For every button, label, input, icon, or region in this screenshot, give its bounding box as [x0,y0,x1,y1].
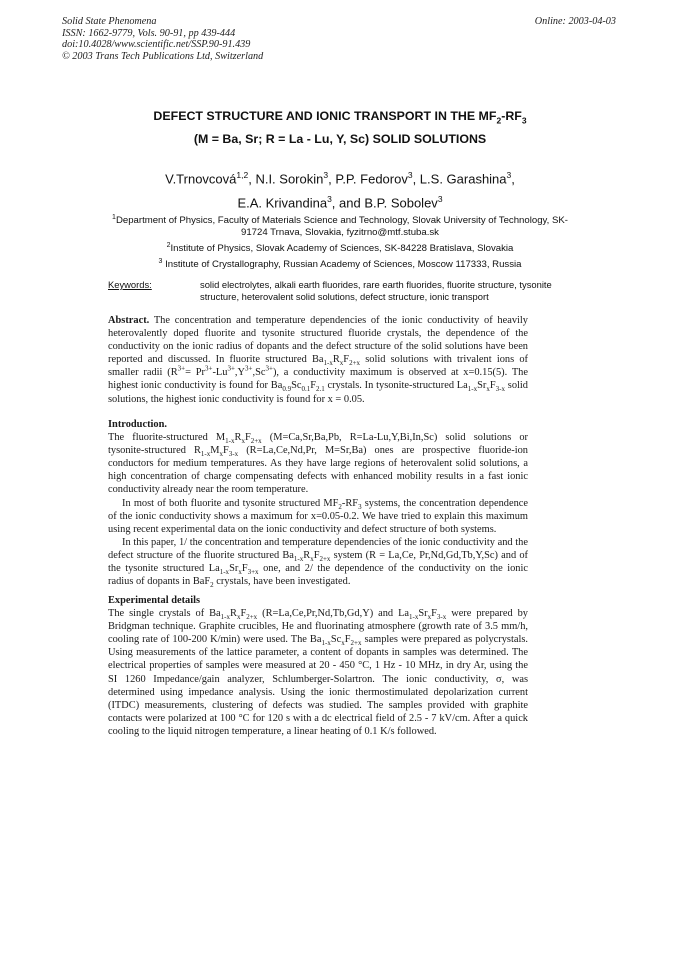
affiliation-2: $^2$Institute of Physics, Slovak Academy of Sciences, SK-84228 Bratislava, Slovakia [166,242,514,255]
title-line-2: (M = Ba, Sr; R = La - Lu, Y, Sc) SOLID SOLUTIONS [193,132,487,147]
issn-line: ISSN: 1662-9779, Vols. 90-91, pp 439-444 [62,27,236,39]
experimental-section [108,594,528,738]
online-date: Online: 2003-04-03 [534,16,616,27]
keywords-text: solid electrolytes, alkali earth fluorides, rare earth fluorides, fluorite structure, tysonite structure, heterovalent solid solutions, defect structure, ionic transport [200,279,552,302]
author-list [120,165,560,214]
introduction-section [108,418,528,588]
experimental-heading: Experimental details [108,595,201,606]
introduction-heading: Introduction. [108,419,167,430]
title-line-1: DEFECT STRUCTURE AND IONIC TRANSPORT IN THE $MF_2-RF_3$ [153,109,527,126]
copyright-line: © 2003 Trans Tech Publications Ltd, Switzerland [62,50,264,62]
authors-line-2: E.A. Krivandina$^3$, and B.P. Sobolev$^3$ [237,194,443,211]
keywords-label: Keywords: [108,279,152,290]
paper-title [90,107,590,149]
doi-line[interactable]: doi:10.4028/www.scientific.net/SSP.90-91.439 [62,39,251,50]
authors-line-1: V.Trnovcová$^{1,2}$, N.I. Sorokin$^3$, P.P. Fedorov$^3$, L.S. Garashina$^3$, [165,170,515,187]
intro-paragraph-2: In most of both fluorite and tysonite structured $MF_2-RF_3$ systems, the concentration dependence of the ionic conductivity shows a maximum for x=0.05-0.2. We have tried to explain this maximum using recent experimental data on the ionic conductivity and defect structure of both systems. [108,497,529,535]
journal-name: Solid State Phenomena [62,16,157,27]
abstract: Abstract. The concentration and temperature dependencies of the ionic conductivity of heavily heterovalently doped fluorite and tysonite structured fluoride crystals, the dependence of the conductivity on the ionic radius of dopants and the defect structure of the solid solutions have been reported and discussed. In fluorite structured $Ba_{1-x}R_xF_{2+x}$ solid solutions with trivalent ions of smaller radii $(R^{3+}= Pr^{3+}-Lu^{3+},Y^{3+},Sc^{3+})$, a conductivity maximum is observed at x=0.15(5). The highest ionic conductivity is found for $Ba_{0.9}Sc_{0.1}F_{2.1}$ crystals. In tysonite-structured $La_{1-x}Sr_xF_{3-x}$ solid solutions, the highest ionic conductivity is found for x = 0.05. [108,315,528,405]
intro-paragraph-3: In this paper, 1/ the concentration and temperature dependencies of the ionic conductivity and the defect structure of the fluorite structured $Ba_{1-x}R_xF_{2+x}$ system (R = La,Ce, Pr,Nd,Gd,Tb,Y,Sc) and of the tysonite structured $La_{1-x}Sr_xF_{3+x}$ one, and 2/ the dependence of the conductivity on the ionic radius of dopants in BaF$_2$ crystals, have been investigated. [108,536,528,590]
affiliation-3: $^3$ Institute of Crystallography, Russian Academy of Sciences, Moscow 117333, Russia [158,258,522,271]
abstract-heading: Abstract. [108,315,150,326]
intro-paragraph-1: The fluorite-structured $M_{1-x}R_xF_{2+x}$ (M=Ca,Sr,Ba,Pb, R=La-Lu,Y,Bi,In,Sc) solid solutions or tysonite-structured $R_{1-x}M_xF_{3-x}$ (R=La,Ce,Nd,Pr, M=Sr,Ba) ones are prospective fluoride-ion conductors for medium temperatures. As they have large regions of heterovalent solid solutions, a high concentration of charge compensating defects with enhanced mobility results in a fast ionic conductivity already near the room temperature. [108,432,528,496]
affiliation-1: $^1$Department of Physics, Faculty of Materials Science and Technology, Slovak University of Technology, SK-91724 Trnava, Slovakia, fyzitrno@mtf.stuba.sk [112,214,568,238]
journal-header [62,16,263,62]
experimental-paragraph: The single crystals of $Ba_{1-x}R_xF_{2+x}$ (R=La,Ce,Pr,Nd,Tb,Gd,Y) and $La_{1-x}Sr_xF_{3-x}$ were prepared by Bridgman technique. Graphite crucibles, He and fluorinating atmosphere (growth rate of 3.5 mm/h, cooling rate of 100-200 K/min) were used. The $Ba_{1-x}Sc_xF_{2+x}$ samples were prepared as polycrystals. Using measurements of the lattice parameter, a content of dopants in samples was determined. The electrical properties of samples were measured at 20 - 450 °C, 1 Hz - 10 MHz, in dry Ar, using the SI 1260 Impedance/gain analyzer, Schlumberger-Solartron. The ionic conductivity, σ, was determined using impedance analysis. Using the ionic thermostimulated depolarization current (ITDC) measurements, clustering of defects was studied. The samples provided with graphite contacts were polarized at 100 °C for 120 s with a dc electrical field of 2.5 - 7 kV/cm. After a quick cooling to the liquid nitrogen temperature, a linear heating of 0.1 K/s followed. [108,608,528,737]
